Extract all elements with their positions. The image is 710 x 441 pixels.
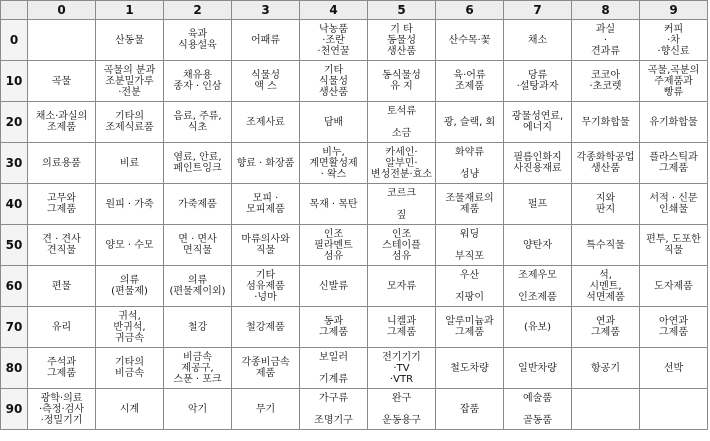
table-cell: 유리 xyxy=(28,307,96,348)
table-cell: 조물재료의 제품 xyxy=(436,184,504,225)
row-header: 20 xyxy=(1,102,28,143)
row-header: 10 xyxy=(1,61,28,102)
table-cell: 각종화학공업 생산품 xyxy=(572,143,640,184)
table-cell: 곡물,곡분의 주제품과 빵류 xyxy=(640,61,708,102)
table-cell: 서적 · 신문 인쇄물 xyxy=(640,184,708,225)
table-cell: 목재 · 목탄 xyxy=(300,184,368,225)
table-cell: 채유용 종자 · 인삼 xyxy=(164,61,232,102)
table-cell: 가구류 조명기구 xyxy=(300,389,368,430)
table-cell: 선박 xyxy=(640,348,708,389)
table-cell: 커피 ·차 ·향신료 xyxy=(640,20,708,61)
table-cell xyxy=(28,20,96,61)
table-cell: 고무와 그제품 xyxy=(28,184,96,225)
table-cell: 악기 xyxy=(164,389,232,430)
column-header: 9 xyxy=(640,1,708,20)
row-header: 70 xyxy=(1,307,28,348)
table-cell: 동과 그제품 xyxy=(300,307,368,348)
table-row xyxy=(1,61,708,102)
table-cell: 채소·과실의 조제품 xyxy=(28,102,96,143)
table-cell: 연과 그제품 xyxy=(572,307,640,348)
table-row xyxy=(1,389,708,430)
corner-cell xyxy=(1,1,28,20)
table-cell: 가죽제품 xyxy=(164,184,232,225)
table-body xyxy=(1,20,708,430)
row-header: 80 xyxy=(1,348,28,389)
table-cell: 우산 지팡이 xyxy=(436,266,504,307)
table-cell: 조제사료 xyxy=(232,102,300,143)
table-cell: 편물 xyxy=(28,266,96,307)
table-cell: 곡물의 분과 조분밀가루 ·전분 xyxy=(96,61,164,102)
table-cell: 향료 · 화장품 xyxy=(232,143,300,184)
column-header: 7 xyxy=(504,1,572,20)
table-cell: 조제우모 인조제품 xyxy=(504,266,572,307)
row-header: 30 xyxy=(1,143,28,184)
column-header: 4 xyxy=(300,1,368,20)
table-cell: 신발류 xyxy=(300,266,368,307)
table-cell: 육과 식용설육 xyxy=(164,20,232,61)
table-cell: 석, 시멘트, 석면제품 xyxy=(572,266,640,307)
table-cell: 편투, 도포한 직물 xyxy=(640,225,708,266)
table-row xyxy=(1,143,708,184)
table-cell: 원피 · 가죽 xyxy=(96,184,164,225)
table-row xyxy=(1,225,708,266)
table-cell: 토석류 소금 xyxy=(368,102,436,143)
table-cell: 아연과 그제품 xyxy=(640,307,708,348)
table-cell: 도자제품 xyxy=(640,266,708,307)
table-cell: 무기 xyxy=(232,389,300,430)
column-header: 0 xyxy=(28,1,96,20)
table-cell: 화약류 성냥 xyxy=(436,143,504,184)
table-row xyxy=(1,266,708,307)
table-cell: 모피 · 모피제품 xyxy=(232,184,300,225)
table-cell: 곡물 xyxy=(28,61,96,102)
table-cell: 채소 xyxy=(504,20,572,61)
table-cell: 비누, 계면활성제 · 왁스 xyxy=(300,143,368,184)
table-cell: 철강 xyxy=(164,307,232,348)
table-cell: 견 · 견사 견직물 xyxy=(28,225,96,266)
table-cell: 어패류 xyxy=(232,20,300,61)
table-cell: 기타의 조제식료품 xyxy=(96,102,164,143)
table-cell: 마류의사와 직물 xyxy=(232,225,300,266)
table-cell: 의류 (편물제이외) xyxy=(164,266,232,307)
table-cell: 기타의 비금속 xyxy=(96,348,164,389)
table-cell: 양탄자 xyxy=(504,225,572,266)
table-cell: 코르크 짚 xyxy=(368,184,436,225)
table-cell: 기 타 동물성 생산품 xyxy=(368,20,436,61)
table-row xyxy=(1,184,708,225)
row-header: 90 xyxy=(1,389,28,430)
column-header: 3 xyxy=(232,1,300,20)
table-cell: 비금속 제공구, 스푼 · 포크 xyxy=(164,348,232,389)
table-cell: 철강제품 xyxy=(232,307,300,348)
table-cell: 시계 xyxy=(96,389,164,430)
table-cell: 면 · 면사 면직물 xyxy=(164,225,232,266)
table-cell: 산동물 xyxy=(96,20,164,61)
table-cell: 지와 판지 xyxy=(572,184,640,225)
table-cell: 과실 · 견과류 xyxy=(572,20,640,61)
table-cell: 각종비금속 제품 xyxy=(232,348,300,389)
table-row xyxy=(1,102,708,143)
table-cell: (유보) xyxy=(504,307,572,348)
table-cell: 특수직물 xyxy=(572,225,640,266)
table-cell: 육·어류 조제품 xyxy=(436,61,504,102)
column-header: 8 xyxy=(572,1,640,20)
table-cell xyxy=(572,389,640,430)
table-cell: 기타 식물성 생산품 xyxy=(300,61,368,102)
table-cell: 광물성연료, 에너지 xyxy=(504,102,572,143)
table-cell: 당류 ·설탕과자 xyxy=(504,61,572,102)
table-cell: 의료용품 xyxy=(28,143,96,184)
table-row xyxy=(1,20,708,61)
table-cell: 알루미늄과 그제품 xyxy=(436,307,504,348)
table-cell: 코코아 ·초코렛 xyxy=(572,61,640,102)
table-header xyxy=(1,1,708,20)
table-cell: 잡품 xyxy=(436,389,504,430)
table-row xyxy=(1,348,708,389)
table-cell: 필름인화지 사진용재료 xyxy=(504,143,572,184)
table-cell: 무기화합물 xyxy=(572,102,640,143)
table-cell: 낙농품 ·조란 ·천연꿀 xyxy=(300,20,368,61)
table-cell: 워딩 부직포 xyxy=(436,225,504,266)
table-row xyxy=(1,307,708,348)
table-cell: 인조 스테이플 섬유 xyxy=(368,225,436,266)
table-cell: 비료 xyxy=(96,143,164,184)
table-cell xyxy=(640,389,708,430)
row-header: 50 xyxy=(1,225,28,266)
header-row xyxy=(1,1,708,20)
table-cell: 항공기 xyxy=(572,348,640,389)
table-cell: 동식물성 유 지 xyxy=(368,61,436,102)
table-cell: 펄프 xyxy=(504,184,572,225)
table-cell: 전기기기 ·TV ·VTR xyxy=(368,348,436,389)
table-cell: 예술품 골동품 xyxy=(504,389,572,430)
column-header: 5 xyxy=(368,1,436,20)
column-header: 2 xyxy=(164,1,232,20)
table-cell: 카세인· 알부민· 변성전분·효소 xyxy=(368,143,436,184)
row-header: 60 xyxy=(1,266,28,307)
table-cell: 니켈과 그제품 xyxy=(368,307,436,348)
row-header: 40 xyxy=(1,184,28,225)
table-cell: 일반차량 xyxy=(504,348,572,389)
table-cell: 플라스틱과 그제품 xyxy=(640,143,708,184)
table-cell: 광, 슬랙, 회 xyxy=(436,102,504,143)
table-cell: 인조 필라멘트 섬유 xyxy=(300,225,368,266)
table-cell: 양모 · 수모 xyxy=(96,225,164,266)
column-header: 6 xyxy=(436,1,504,20)
table-cell: 유기화합물 xyxy=(640,102,708,143)
table-cell: 철도차량 xyxy=(436,348,504,389)
table-cell: 보일러 기계류 xyxy=(300,348,368,389)
table-cell: 의류 (편물제) xyxy=(96,266,164,307)
table-cell: 주석과 그제품 xyxy=(28,348,96,389)
column-header: 1 xyxy=(96,1,164,20)
table-cell: 완구 운동용구 xyxy=(368,389,436,430)
row-header: 0 xyxy=(1,20,28,61)
table-cell: 기타 섬유제품 ·넝마 xyxy=(232,266,300,307)
table-cell: 모자류 xyxy=(368,266,436,307)
table-cell: 산수목·꽃 xyxy=(436,20,504,61)
table-cell: 염료, 안료, 페인트잉크 xyxy=(164,143,232,184)
table-cell: 식물성 액 스 xyxy=(232,61,300,102)
table-cell: 귀석, 반귀석, 귀금속 xyxy=(96,307,164,348)
table-cell: 광학·의료 ·측정·검사 ·정밀기기 xyxy=(28,389,96,430)
table-cell: 담배 xyxy=(300,102,368,143)
table-cell: 음료, 주류, 식초 xyxy=(164,102,232,143)
